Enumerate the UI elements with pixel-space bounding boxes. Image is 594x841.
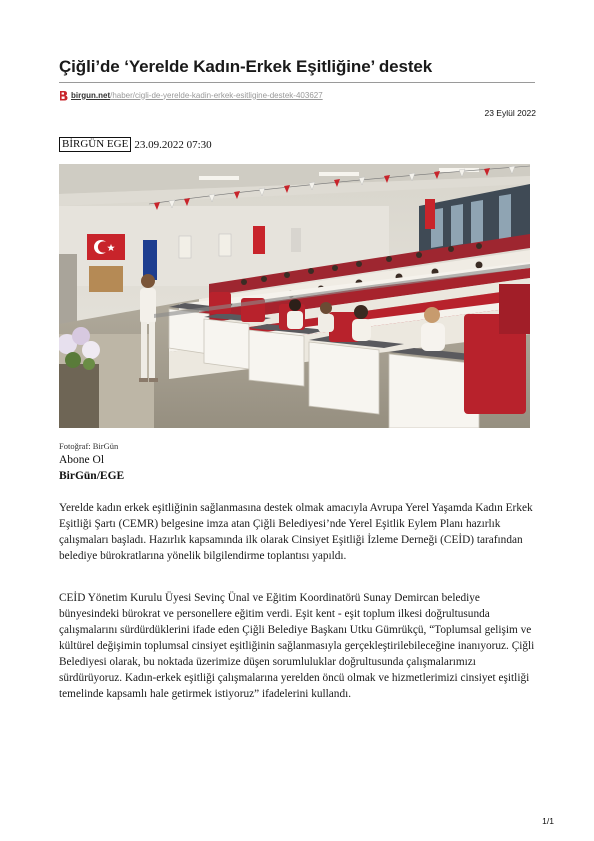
source-domain-link[interactable]: birgun.net xyxy=(71,90,111,100)
title-divider xyxy=(59,82,535,83)
byline xyxy=(59,137,212,152)
article-photo xyxy=(59,164,530,428)
photo-caption: Fotoğraf: BirGün xyxy=(59,441,119,451)
source-url-row[interactable] xyxy=(59,89,323,101)
subscribe-button[interactable]: Abone Ol xyxy=(59,454,105,466)
article-paragraph: CEİD Yönetim Kurulu Üyesi Sevinç Ünal ve Eğitim Koordinatörü Sunay Demircan belediye bünyesindeki bürokrat ve personellere eğitim verdi. Eşit kent - eşit toplum ilkesi doğrultusunda çalışmalarını sürdürdüklerini ifade eden Çiğli Belediye Başkanı Utku Gümrükçü, “Toplumsal gelişim ve kültürel değişimin toplumsal cinsiyet eşitliğinin sağlanmasıyla gerçekleştirilebileceğine inanıyoruz. Çiğli Belediyesi olarak, bu noktada üzerimize düşen sorumluluklar doğrultusunda çalışmalarımızı sürdürüyoruz. Kadın-erkek eşitliği çalışmalarına yerelden öncü olmak ve hizmetlerimizi cinsiyet eşitliği temelinde kapsamlı hale getirmek istiyoruz” ifadelerini kullandı. xyxy=(59,592,535,700)
print-date: 23 Eylül 2022 xyxy=(484,108,536,118)
page-number: 1/1 xyxy=(542,816,554,826)
source-path-link[interactable]: /haber/cigli-de-yerelde-kadin-erkek-esitligine-destek-403627 xyxy=(110,90,323,100)
conference-hall-photo xyxy=(59,164,530,428)
byline-outlet[interactable]: BİRGÜN EGE xyxy=(59,137,131,152)
author-name[interactable]: BirGün/EGE xyxy=(59,470,125,482)
byline-datetime: 23.09.2022 07:30 xyxy=(134,138,212,151)
article-paragraph: Yerelde kadın erkek eşitliğinin sağlanmasına destek olmak amacıyla Avrupa Yerel Yaşamda Kadın Erkek Eşitliği Şartı (CEMR) belgesine imza atan Çiğli Belediyesi’nde Yerel Eşitlik Eylem Planı hazırlık çalışmaları başladı. Hazırlık kapsamında ilk olarak Cinsiyet Eşitliği İzleme Derneği (CEİD) tarafından belediye bürokratlarına yönelik bilgilendirme toplantısı yapıldı. xyxy=(59,502,533,562)
article-title: Çiğli’de ‘Yerelde Kadın-Erkek Eşitliğine’ destek xyxy=(59,57,433,76)
birgun-logo-icon xyxy=(59,90,68,101)
